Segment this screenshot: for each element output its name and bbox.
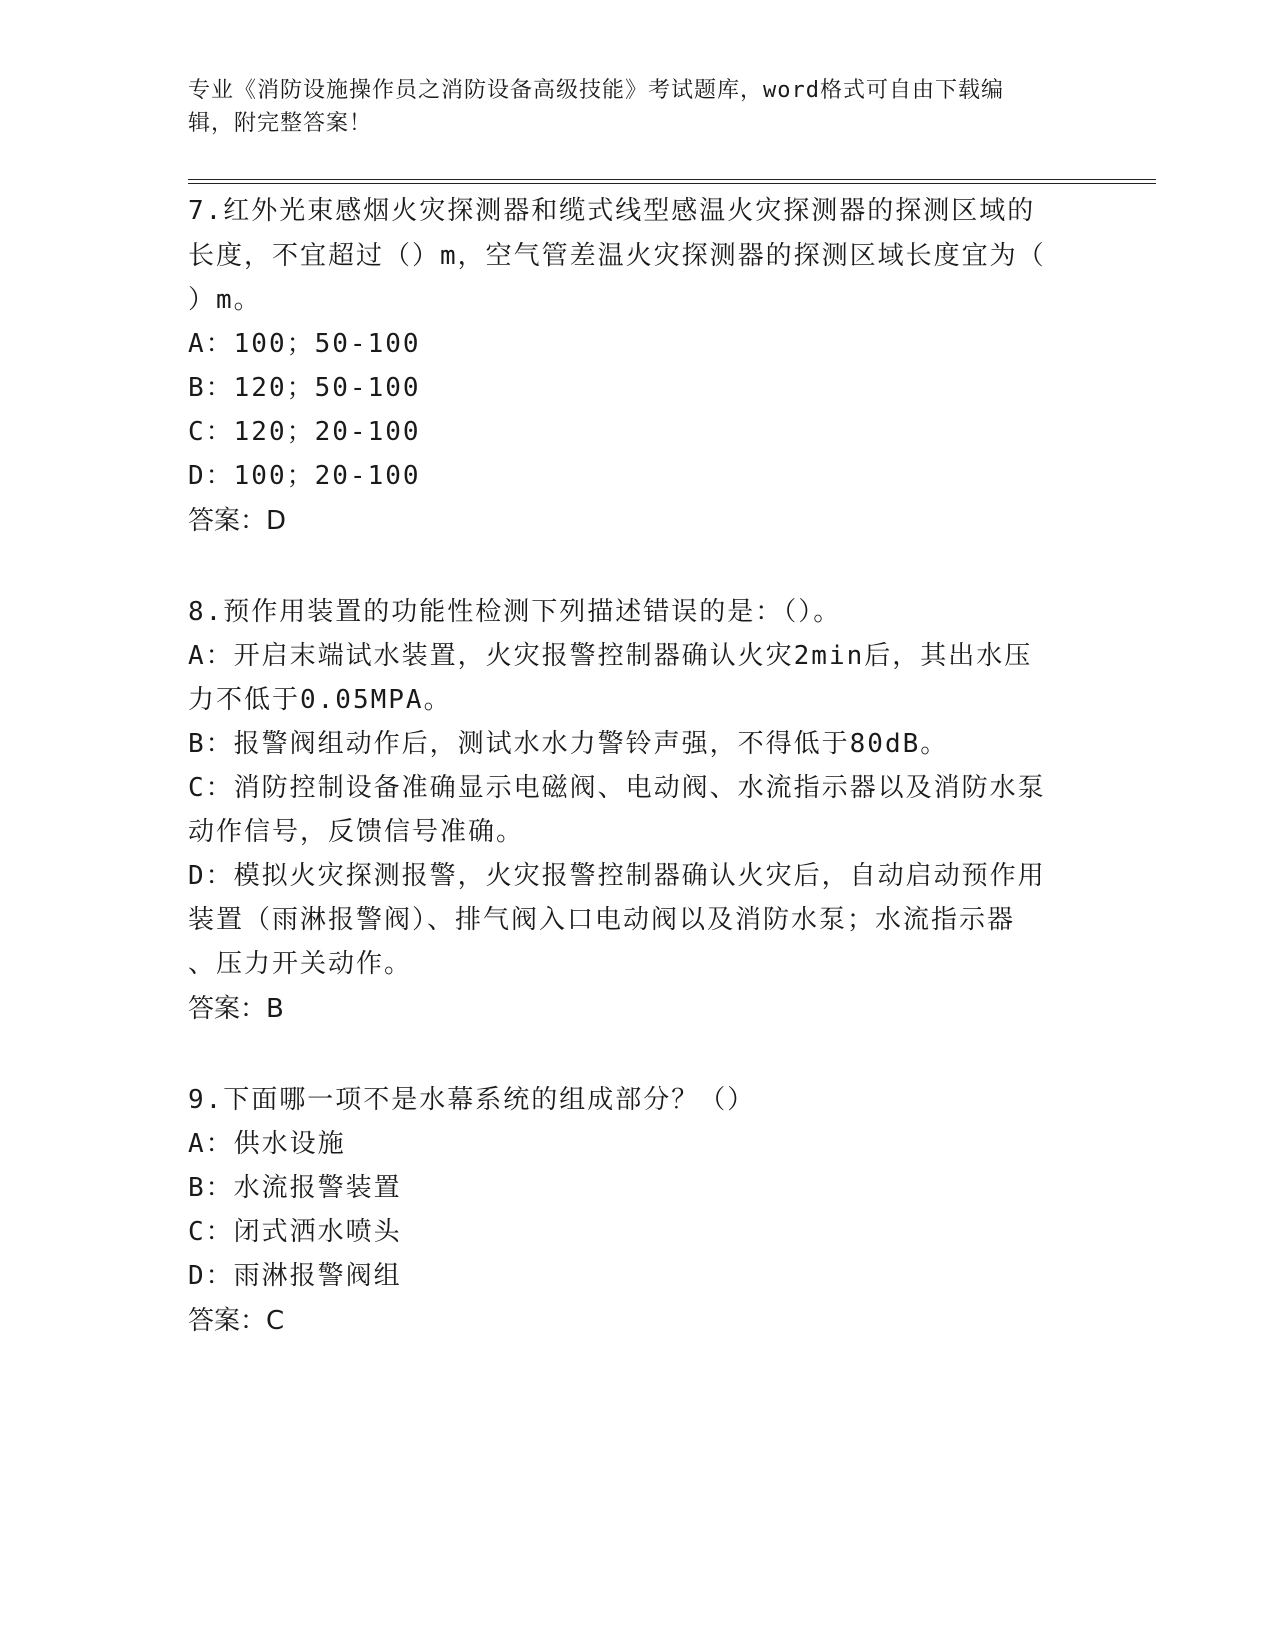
question-9-stem-line-1: 9.下面哪一项不是水幕系统的组成部分？（） (188, 1085, 756, 1115)
question-7-stem-line-3: ）m。 (188, 285, 262, 315)
header-divider-top (188, 179, 1156, 180)
question-9-answer: 答案：C (188, 1306, 285, 1336)
question-7-stem-line-2: 长度，不宜超过（）m，空气管差温火灾探测器的探测区域长度宜为（ (188, 241, 1046, 271)
question-9-option-c: C：闭式洒水喷头 (188, 1217, 402, 1247)
header-line-2: 辑，附完整答案！ (188, 111, 373, 136)
question-8-option-line-8: 、压力开关动作。 (188, 949, 413, 979)
document-header (188, 74, 1088, 140)
question-7-stem-line-1: 7.红外光束感烟火灾探测器和缆式线型感温火灾探测器的探测区域的 (188, 196, 1036, 226)
question-7-option-a: A：100；50-100 (188, 329, 421, 359)
question-8-option-line-1: A：开启末端试水装置，火灾报警控制器确认火灾2min后，其出水压 (188, 641, 1033, 671)
question-8-stem-line-1: 8.预作用装置的功能性检测下列描述错误的是：（）。 (188, 597, 842, 627)
header-line-1: 专业《消防设施操作员之消防设备高级技能》考试题库，word格式可自由下载编 (188, 78, 1004, 103)
question-7-option-c: C：120；20-100 (188, 417, 421, 447)
question-7-option-b: B：120；50-100 (188, 373, 421, 403)
question-8-option-line-6: D：模拟火灾探测报警，火灾报警控制器确认火灾后，自动启动预作用 (188, 861, 1046, 891)
question-9-option-d: D：雨淋报警阀组 (188, 1261, 402, 1291)
question-8-option-line-4: C：消防控制设备准确显示电磁阀、电动阀、水流指示器以及消防水泵 (188, 773, 1046, 803)
question-8-answer: 答案：B (188, 994, 284, 1024)
header-divider-bottom (188, 183, 1156, 184)
question-8-option-line-3: B：报警阀组动作后，测试水水力警铃声强，不得低于80dB。 (188, 729, 949, 759)
question-9-option-a: A：供水设施 (188, 1129, 346, 1159)
question-9-option-b: B：水流报警装置 (188, 1173, 402, 1203)
question-7-answer: 答案：D (188, 506, 287, 536)
question-7-option-d: D：100；20-100 (188, 461, 421, 491)
question-8-option-line-2: 力不低于0.05MPA。 (188, 685, 452, 715)
question-8-option-line-5: 动作信号，反馈信号准确。 (188, 817, 525, 847)
question-8-option-line-7: 装置（雨淋报警阀）、排气阀入口电动阀以及消防水泵；水流指示器 (188, 905, 1016, 935)
